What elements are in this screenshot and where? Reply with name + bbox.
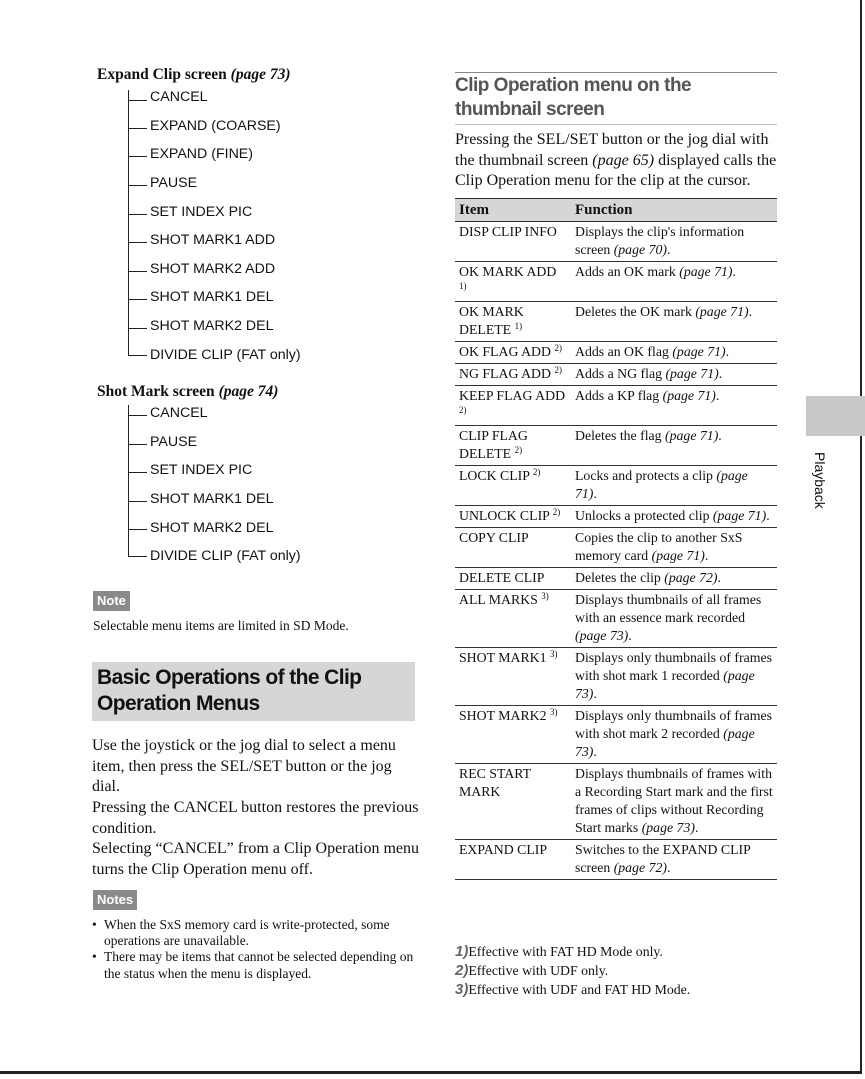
tree-item-set-index-pic: SET INDEX PIC (150, 462, 253, 478)
shot-mark-title (97, 383, 278, 401)
row-item-cell (455, 706, 571, 764)
row-function-cell (571, 302, 777, 342)
tree-branch (128, 271, 147, 272)
tree-branch (128, 100, 147, 101)
footnote-ref: 3) (549, 649, 558, 659)
note-badge: Note (93, 591, 130, 611)
tree-branch (128, 529, 147, 530)
tree-branch (128, 415, 147, 416)
intro-page-ref[interactable]: (page 65) (592, 151, 655, 169)
row-function-end: . (718, 428, 722, 443)
tree-branch (128, 501, 147, 502)
body-paragraph-3: Selecting “CANCEL” from a Clip Operation menu turns the Clip Operation menu off. (92, 840, 420, 878)
row-function-end: . (593, 486, 597, 501)
row-function-cell (571, 764, 777, 840)
row-page-ref[interactable]: (page 71) (662, 388, 716, 403)
table-row (455, 342, 777, 364)
footnote-ref: 2) (554, 365, 562, 375)
tree-line (128, 405, 129, 556)
tree-item-shot-mark2-del: SHOT MARK2 DEL (150, 318, 274, 334)
tree-branch (128, 556, 147, 557)
row-function-cell (571, 466, 777, 506)
row-function-text: Displays the clip's information screen (575, 224, 745, 257)
row-page-ref[interactable]: (page 71) (651, 548, 705, 563)
shot-mark-page-ref[interactable]: (page 74) (218, 383, 279, 400)
column-header-function: Function (571, 199, 777, 222)
tree-branch (128, 185, 147, 186)
row-function-text: Displays only thumbnails of frames with shot mark 2 recorded (575, 708, 772, 741)
column-header-item: Item (455, 199, 571, 222)
table-header-row (455, 199, 777, 222)
footnote-number: 2) (455, 962, 469, 979)
row-item-cell (455, 302, 571, 342)
tree-line (128, 90, 129, 355)
row-item-label: KEEP FLAG ADD (459, 388, 566, 403)
footnote-ref: 1) (514, 321, 523, 331)
tree-item-pause: PAUSE (150, 434, 198, 450)
body-paragraph-2: Pressing the CANCEL button restores the previous condition. (92, 799, 419, 837)
row-function-text: Displays only thumbnails of frames with shot mark 1 recorded (575, 650, 772, 683)
footnote (455, 961, 777, 980)
expand-clip-tree (92, 66, 432, 366)
footnote-ref: 2) (554, 343, 562, 353)
footnote-ref: 2) (552, 507, 561, 517)
clip-operation-table (455, 198, 777, 880)
row-page-ref[interactable]: (page 73) (575, 628, 629, 643)
row-page-ref[interactable]: (page 72) (664, 570, 718, 585)
footnote-text: Effective with UDF only. (468, 963, 609, 978)
shot-mark-title-text: Shot Mark screen (97, 383, 215, 400)
footnote-number: 1) (455, 943, 469, 960)
table-row (455, 568, 777, 590)
row-function-text: Deletes the clip (575, 570, 665, 585)
row-item-label: REC START MARK (459, 766, 531, 799)
row-function-cell (571, 528, 777, 568)
table-row (455, 528, 777, 568)
table-row (455, 590, 777, 648)
tree-item-set-index-pic: SET INDEX PIC (150, 204, 253, 220)
row-page-ref[interactable]: (page 71) (665, 366, 719, 381)
row-page-ref[interactable]: (page 72) (613, 860, 667, 875)
chapter-label: Playback (812, 452, 828, 509)
row-function-text: Deletes the OK mark (575, 304, 696, 319)
row-item-cell (455, 342, 571, 364)
table-row (455, 386, 777, 426)
row-item-cell (455, 262, 571, 302)
row-item-cell (455, 590, 571, 648)
row-item-label: OK MARK ADD (459, 264, 557, 279)
row-item-label: SHOT MARK1 (459, 650, 547, 665)
tree-branch (128, 242, 147, 243)
table-row (455, 426, 777, 466)
footnotes (455, 942, 777, 999)
row-page-ref[interactable]: (page 73) (575, 668, 755, 701)
row-function-text: Displays thumbnails of all frames with an essence mark recorded (575, 592, 762, 625)
row-item-cell (455, 528, 571, 568)
row-function-end: . (704, 548, 709, 563)
tree-item-shot-mark2-add: SHOT MARK2 ADD (150, 261, 276, 277)
row-function-end: . (666, 242, 671, 257)
tree-item-cancel: CANCEL (150, 405, 208, 421)
clip-menu-heading: Clip Operation menu on the thumbnail screen (455, 75, 692, 120)
footnote-ref: 2) (514, 445, 523, 455)
row-function-cell (571, 568, 777, 590)
footnote (455, 942, 777, 961)
table-row (455, 222, 777, 262)
row-function-end: . (628, 628, 632, 643)
row-function-cell (571, 648, 777, 706)
note-text: Selectable menu items are limited in SD Mode. (93, 618, 349, 633)
row-page-ref[interactable]: (page 71) (679, 264, 733, 279)
row-page-ref[interactable]: (page 70) (613, 242, 667, 257)
heading-rule (455, 72, 777, 73)
row-item-cell (455, 568, 571, 590)
row-page-ref[interactable]: (page 71) (575, 468, 748, 501)
row-item-cell (455, 222, 571, 262)
tree-branch (128, 472, 147, 473)
row-function-cell (571, 222, 777, 262)
table-row (455, 364, 777, 386)
row-item-label: DELETE CLIP (459, 570, 545, 585)
chapter-tab[interactable] (806, 396, 865, 436)
row-item-cell (455, 764, 571, 840)
footnote-ref: 3) (541, 591, 549, 601)
row-item-label: OK MARK DELETE (459, 304, 524, 337)
row-function-cell (571, 342, 777, 364)
heading-rule (455, 124, 777, 125)
section-heading: Basic Operations of the Clip Operation Menus (92, 662, 415, 721)
row-item-cell (455, 506, 571, 528)
tree-item-expand-fine: EXPAND (FINE) (150, 146, 253, 162)
row-page-ref[interactable]: (page 71) (695, 304, 749, 319)
tree-item-shot-mark2-del: SHOT MARK2 DEL (150, 520, 274, 536)
row-function-end: . (725, 344, 730, 359)
table-row (455, 648, 777, 706)
row-item-label: OK FLAG ADD (459, 344, 551, 359)
table-row (455, 706, 777, 764)
tree-item-shot-mark1-del: SHOT MARK1 DEL (150, 491, 274, 507)
footnote-ref: 1) (459, 281, 467, 291)
tree-branch (128, 444, 147, 445)
tree-item-expand-coarse: EXPAND (COARSE) (150, 118, 281, 134)
tree-branch (128, 156, 147, 157)
row-item-label: UNLOCK CLIP (459, 508, 550, 523)
row-function-end: . (666, 860, 671, 875)
tree-branch (128, 214, 147, 215)
footnote-ref: 2) (459, 405, 467, 415)
row-function-text: Adds an OK mark (575, 264, 680, 279)
row-item-label: COPY CLIP (459, 530, 529, 545)
row-page-ref[interactable]: (page 73) (575, 726, 755, 759)
table-row (455, 840, 777, 880)
table-row (455, 764, 777, 840)
row-function-text: Adds a KP flag (575, 388, 663, 403)
row-function-end: . (748, 304, 753, 319)
notes-list-item: • There may be items that cannot be selected depending on the status when the menu is displayed. (92, 949, 422, 981)
row-page-ref[interactable]: (page 73) (641, 820, 695, 835)
row-item-label: SHOT MARK2 (459, 708, 547, 723)
footnote-ref: 3) (549, 707, 558, 717)
row-function-cell (571, 506, 777, 528)
row-page-ref[interactable]: (page 71) (672, 344, 726, 359)
table-row (455, 466, 777, 506)
row-function-end: . (732, 264, 736, 279)
row-function-text: Deletes the flag (575, 428, 666, 443)
tree-item-divide-clip: DIVIDE CLIP (FAT only) (150, 347, 301, 363)
footnote-text: Effective with UDF and FAT HD Mode. (468, 982, 691, 997)
tree-item-shot-mark1-del: SHOT MARK1 DEL (150, 289, 274, 305)
intro-text: Pressing the SEL/SET button or the jog dial with the thumbnail screen (455, 131, 769, 169)
row-item-cell (455, 426, 571, 466)
row-item-cell (455, 648, 571, 706)
tree-item-shot-mark1-add: SHOT MARK1 ADD (150, 232, 276, 248)
row-function-end: . (718, 366, 723, 381)
tree-branch (128, 128, 147, 129)
row-item-label: ALL MARKS (459, 592, 538, 607)
row-item-label: CLIP FLAG DELETE (459, 428, 528, 461)
footnote-number: 3) (455, 981, 469, 998)
row-page-ref[interactable]: (page 71) (712, 508, 767, 523)
row-item-label: DISP CLIP INFO (459, 224, 557, 239)
row-item-label: NG FLAG ADD (459, 366, 551, 381)
tree-branch (128, 299, 147, 300)
row-function-cell (571, 590, 777, 648)
body-paragraph-1: Use the joystick or the jog dial to select a menu item, then press the SEL/SET button or the jog dial. (92, 737, 396, 795)
row-item-cell (455, 466, 571, 506)
row-function-text: Adds an OK flag (575, 344, 673, 359)
row-function-text: Copies the clip to another SxS memory card (575, 530, 743, 563)
notes-list-item: • When the SxS memory card is write-protected, some operations are unavailable. (92, 917, 422, 949)
row-function-text: Locks and protects a clip (575, 468, 717, 483)
tree-item-cancel: CANCEL (150, 89, 208, 105)
row-item-cell (455, 840, 571, 880)
row-function-end: . (593, 744, 597, 759)
row-function-cell (571, 840, 777, 880)
row-function-cell (571, 706, 777, 764)
expand-clip-page-ref[interactable]: (page 73) (230, 66, 291, 83)
row-function-cell (571, 262, 777, 302)
footnote-ref: 2) (532, 467, 541, 477)
tree-item-pause: PAUSE (150, 175, 198, 191)
row-function-end: . (694, 820, 699, 835)
table-row (455, 302, 777, 342)
tree-branch (128, 328, 147, 329)
row-item-cell (455, 364, 571, 386)
row-item-label: EXPAND CLIP (459, 842, 548, 857)
clip-menu-intro (455, 130, 780, 192)
row-page-ref[interactable]: (page 71) (665, 428, 719, 443)
row-function-text: Adds a NG flag (575, 366, 666, 381)
tree-item-divide-clip: DIVIDE CLIP (FAT only) (150, 548, 301, 564)
notes-list (92, 917, 422, 982)
row-function-text: Unlocks a protected clip (575, 508, 713, 523)
table-body (455, 222, 777, 880)
tree-branch (128, 355, 147, 356)
row-function-text: Switches to the EXPAND CLIP screen (575, 842, 751, 875)
row-function-end: . (766, 508, 770, 523)
shot-mark-tree (92, 383, 432, 573)
row-function-end: . (715, 388, 720, 403)
row-function-end: . (717, 570, 721, 585)
footnote-text: Effective with FAT HD Mode only. (468, 944, 663, 959)
expand-clip-title (97, 66, 290, 84)
row-function-cell (571, 364, 777, 386)
row-function-end: . (593, 686, 597, 701)
row-item-cell (455, 386, 571, 426)
expand-clip-title-text: Expand Clip screen (97, 66, 227, 83)
row-function-cell (571, 386, 777, 426)
row-function-cell (571, 426, 777, 466)
row-function-text: Displays thumbnails of frames with a Recording Start mark and the first frames of clips without Recording Start marks (575, 766, 773, 835)
footnote (455, 980, 777, 999)
intro-text: displayed calls the Clip Operation menu for the clip at the cursor. (455, 151, 777, 189)
row-item-label: LOCK CLIP (459, 468, 530, 483)
notes-badge: Notes (93, 890, 137, 910)
table-row (455, 506, 777, 528)
table-row (455, 262, 777, 302)
